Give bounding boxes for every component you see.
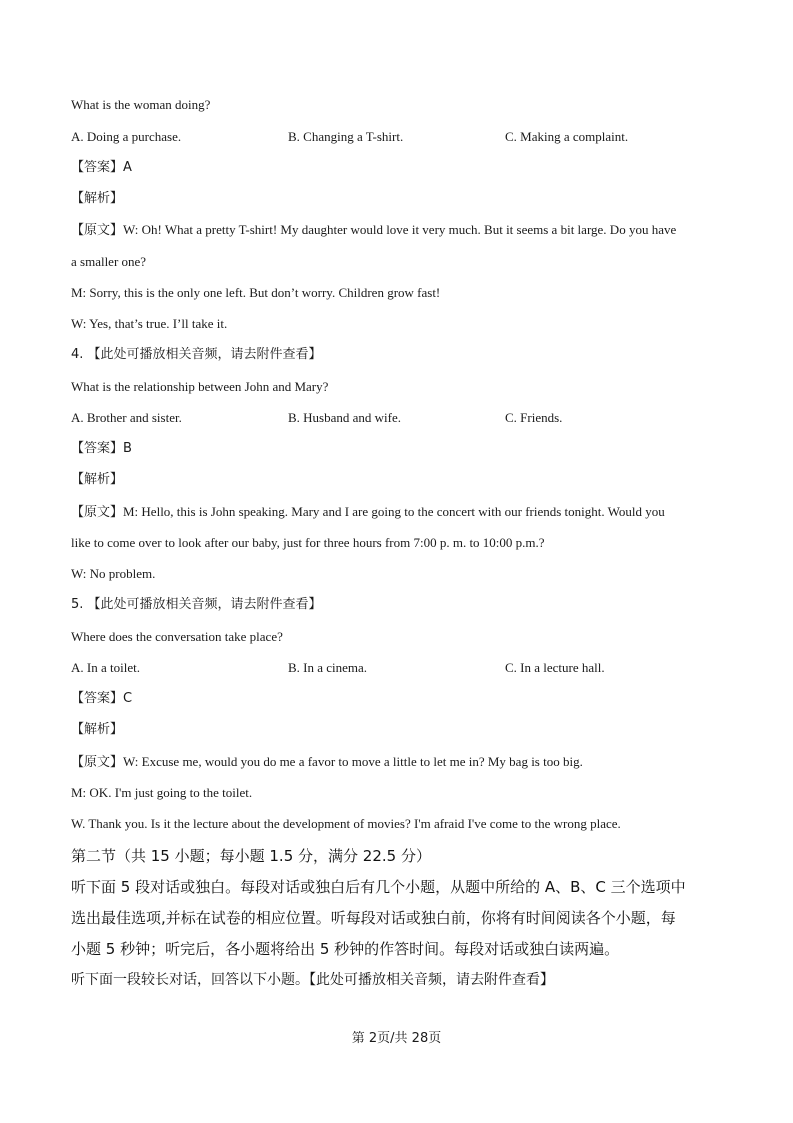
q5-option-b: B. In a cinema.	[288, 660, 368, 675]
q5-transcript-line-3: W. Thank you. Is it the lecture about the development of movies? I'm afraid I've come to the wrong place.	[71, 816, 621, 831]
q5-header: 5. 【此处可播放相关音频，请去附件查看】	[71, 597, 322, 612]
q5-transcript-line-1: 【原文】W: Excuse me, would you do me a favor to move a little to let me in? My bag is too big.	[71, 754, 583, 769]
q3-transcript-line-4: W: Yes, that’s true. I’ll take it.	[71, 316, 228, 331]
q3-answer: 【答案】A	[71, 160, 132, 175]
q5-analysis: 【解析】	[71, 722, 124, 737]
q3-option-a: A. Doing a purchase.	[71, 129, 182, 144]
q3-transcript-line-3: M: Sorry, this is the only one left. But don’t worry. Children grow fast!	[71, 285, 441, 300]
q4-question: What is the relationship between John and Mary?	[71, 379, 329, 394]
q4-option-b: B. Husband and wife.	[288, 410, 402, 425]
section2-instruction-line-1: 听下面 5 段对话或独白。每段对话或独白后有几个小题，从题中所给的 A、B、C 三个选项中	[71, 878, 686, 896]
q3-transcript-line-1: 【原文】W: Oh! What a pretty T-shirt! My daughter would love it very much. But it seems a bit large. Do you have	[71, 222, 677, 237]
section2-prompt: 听下面一段较长对话，回答以下小题。【此处可播放相关音频，请去附件查看】	[71, 972, 554, 988]
q4-option-c: C. Friends.	[505, 410, 563, 425]
q4-transcript-line-2: like to come over to look after our baby, just for three hours from 7:00 p. m. to 10:00 p.m.?	[71, 535, 545, 550]
q4-header: 4. 【此处可播放相关音频，请去附件查看】	[71, 347, 322, 362]
q4-transcript-line-3: W: No problem.	[71, 566, 156, 581]
q3-option-c: C. Making a complaint.	[505, 129, 629, 144]
q4-analysis: 【解析】	[71, 472, 124, 487]
q3-option-b: B. Changing a T-shirt.	[288, 129, 404, 144]
q5-question: Where does the conversation take place?	[71, 629, 283, 644]
q3-question: What is the woman doing?	[71, 97, 211, 112]
q5-answer: 【答案】C	[71, 691, 133, 706]
q5-transcript-line-2: M: OK. I'm just going to the toilet.	[71, 785, 253, 800]
q3-transcript-line-2: a smaller one?	[71, 254, 147, 269]
section2-instruction-line-2: 选出最佳选项,并标在试卷的相应位置。听每段对话或独白前，你将有时间阅读各个小题，每	[71, 909, 676, 927]
section2-title: 第二节（共 15 小题；每小题 1.5 分，满分 22.5 分）	[71, 847, 431, 865]
section2-instruction-line-3: 小题 5 秒钟；听完后，各小题将给出 5 秒钟的作答时间。每段对话或独白读两遍。	[71, 940, 620, 958]
q5-option-c: C. In a lecture hall.	[505, 660, 605, 675]
page-footer: 第 2页/共 28页	[351, 1031, 442, 1046]
q3-analysis: 【解析】	[71, 191, 124, 206]
q4-transcript-line-1: 【原文】M: Hello, this is John speaking. Mary and I are going to the concert with our friends tonight. Would you	[71, 504, 665, 519]
q5-option-a: A. In a toilet.	[71, 660, 140, 675]
q4-answer: 【答案】B	[71, 441, 132, 456]
q4-option-a: A. Brother and sister.	[71, 410, 182, 425]
